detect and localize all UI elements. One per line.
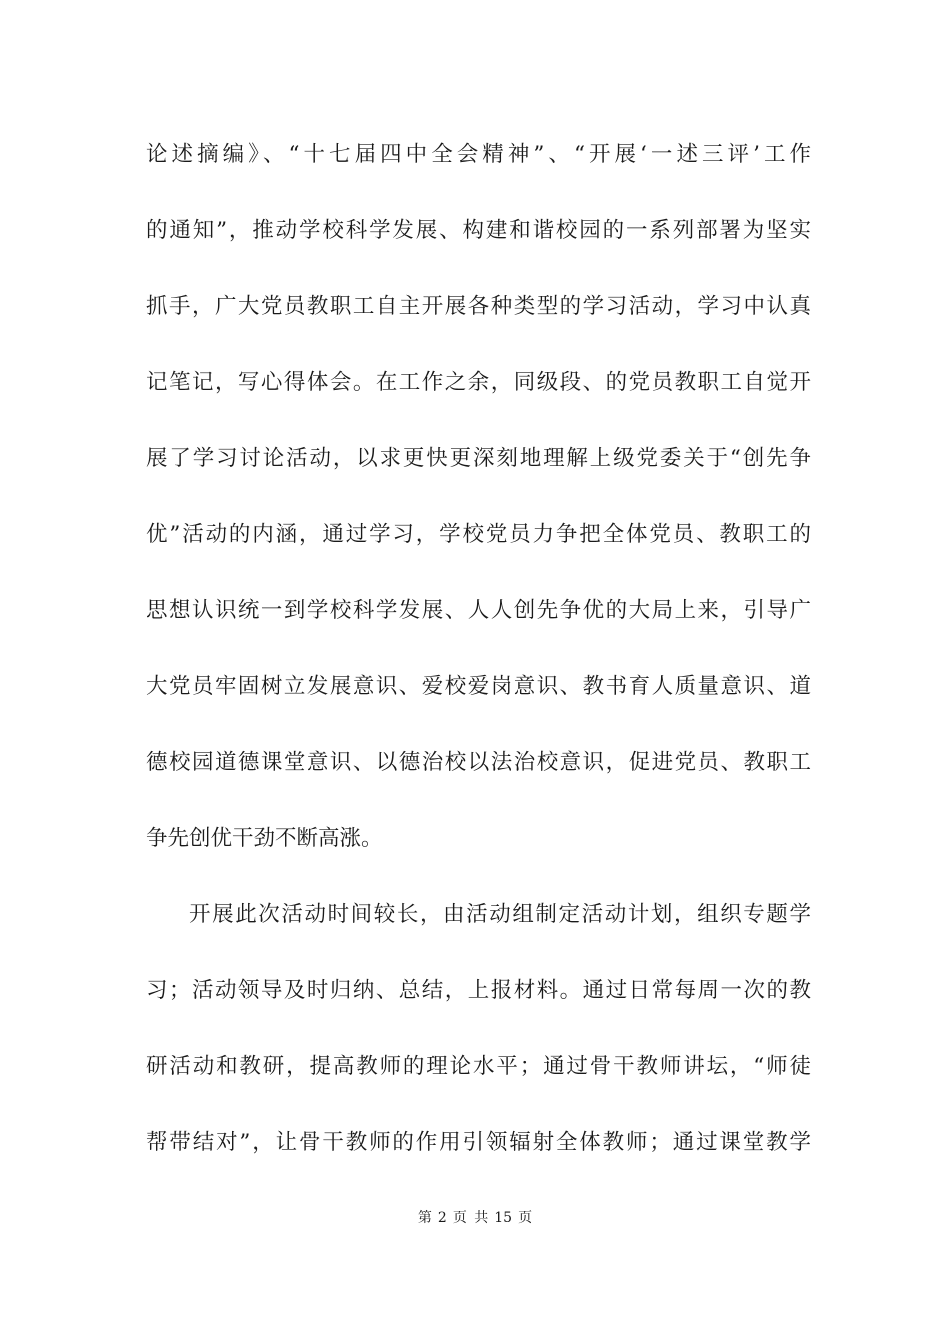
text-line: 研活动和教研，提高教师的理论水平；通过骨干教师讲坛，“师徒: [146, 1054, 811, 1079]
footer-prefix: 第: [417, 1210, 432, 1226]
text-line: 思想认识统一到学校科学发展、人人创先争优的大局上来，引导广: [146, 598, 811, 623]
text-line: 展了学习讨论活动，以求更快更深刻地理解上级党委关于“创先争: [146, 446, 811, 471]
text-line: 优”活动的内涵，通过学习，学校党员力争把全体党员、教职工的: [146, 522, 811, 547]
text-line: 德校园道德课堂意识、以德治校以法治校意识，促进党员、教职工: [146, 750, 811, 775]
footer-suffix: 页: [518, 1210, 533, 1226]
text-line: 论述摘编》、“十七届四中全会精神”、“开展‘一述三评’工作: [146, 142, 811, 167]
text-line: 争先创优干劲不断高涨。: [146, 826, 383, 851]
text-line: 开展此次活动时间较长，由活动组制定活动计划，组织专题学: [189, 902, 811, 927]
text-line: 大党员牢固树立发展意识、爱校爱岗意识、教书育人质量意识、道: [146, 674, 811, 699]
text-line: 抓手，广大党员教职工自主开展各种类型的学习活动，学习中认真: [146, 294, 811, 319]
page-footer: [0, 1207, 950, 1227]
footer-total-pages: 15: [494, 1210, 513, 1226]
footer-page-number: 2: [437, 1210, 447, 1226]
footer-middle: 页 共: [452, 1210, 489, 1226]
text-line: 习；活动领导及时归纳、总结，上报材料。通过日常每周一次的教: [146, 978, 811, 1003]
text-line: 帮带结对”，让骨干教师的作用引领辐射全体教师；通过课堂教学: [146, 1130, 811, 1155]
text-line: 的通知”，推动学校科学发展、构建和谐校园的一系列部署为坚实: [146, 218, 811, 243]
body-text: [146, 129, 811, 1193]
text-line: 记笔记，写心得体会。在工作之余，同级段、的党员教职工自觉开: [146, 370, 811, 395]
